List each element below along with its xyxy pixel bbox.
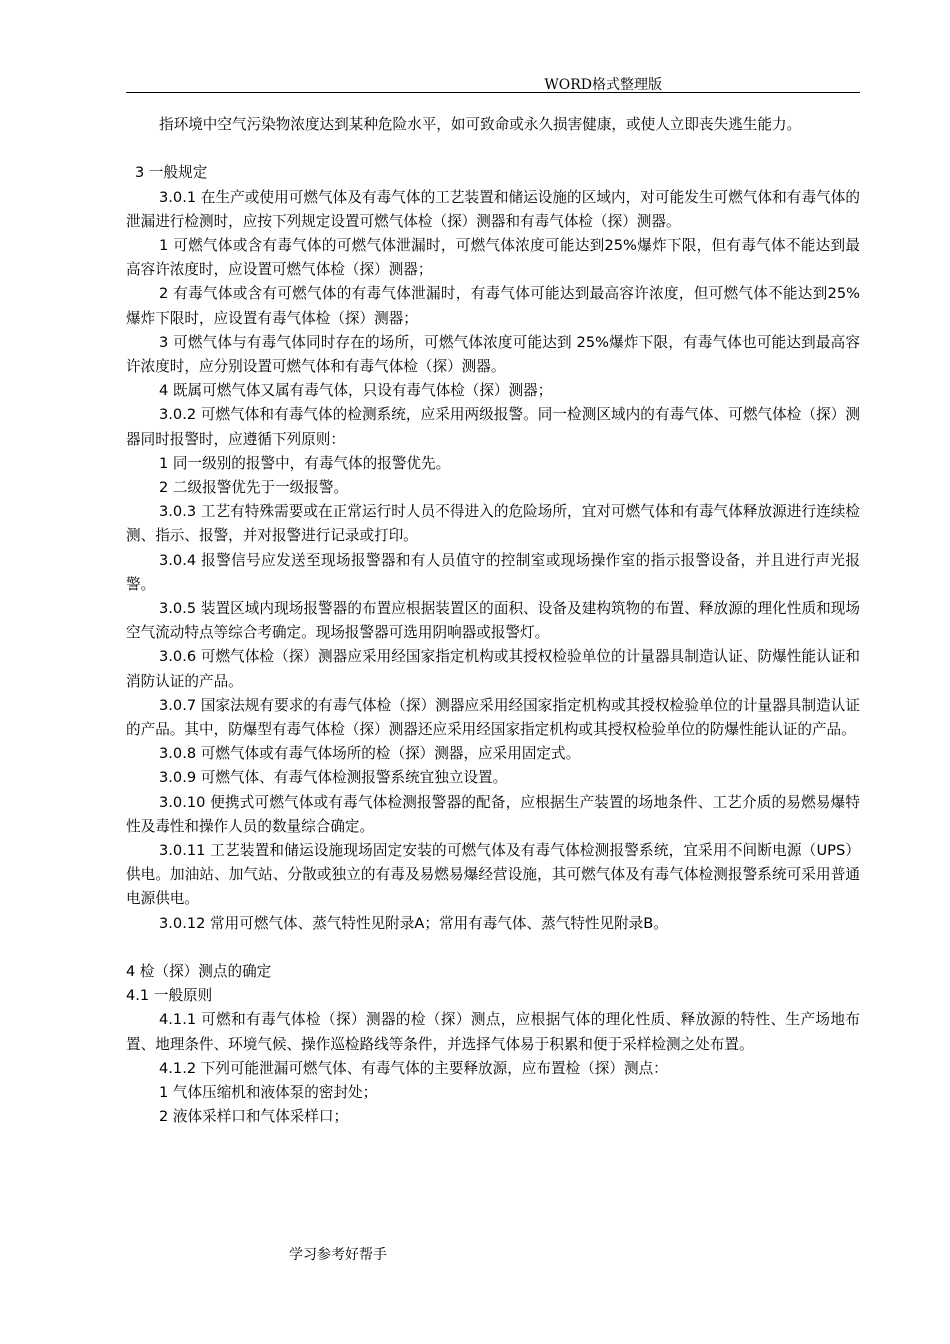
paragraph: 1 同一级别的报警中，有毒气体的报警优先。 (159, 454, 451, 472)
paragraph: 3.0.10 便携式可燃气体或有毒气体检测报警器的配备，应根据生产装置的场地条件、工艺介质的易燃易爆特性及毒性和操作人员的数量综合确定。 (126, 793, 860, 835)
paragraph: 2 有毒气体或含有可燃气体的有毒气体泄漏时，有毒气体可能达到最高容许浓度，但可燃气体不能达到25%爆炸下限时，应设置有毒气体检（探）测器； (126, 285, 860, 327)
intro-paragraph: 指环境中空气污染物浓度达到某种危险水平，如可致命或永久损害健康，或使人立即丧失逃生能力。 (159, 116, 802, 133)
section-4-1-heading: 4.1 一般原则 (126, 987, 213, 1005)
paragraph: 3.0.7 国家法规有要求的有毒气体检（探）测器应采用经国家指定机构或其授权检验单位的计量器具制造认证的产品。其中，防爆型有毒气体检（探）测器还应采用经国家指定机构或其授权检验单位的防爆性能认证的产品。 (126, 696, 860, 739)
paragraph: 3.0.6 可燃气体检（探）测器应采用经国家指定机构或其授权检验单位的计量器具制造认证、防爆性能认证和消防认证的产品。 (126, 648, 860, 690)
paragraph: 4 既属可燃气体又属有毒气体，只设有毒气体检（探）测器； (159, 382, 553, 400)
paragraph: 1 气体压缩机和液体泵的密封处； (159, 1084, 378, 1102)
paragraph: 3.0.5 装置区域内现场报警器的布置应根据装置区的面积、设备及建构筑物的布置、释放源的理化性质和现场空气流动特点等综合考确定。现场报警器可选用阴响器或报警灯。 (126, 600, 860, 642)
paragraph: 4.1.2 下列可能泄漏可燃气体、有毒气体的主要释放源，应布置检（探）测点： (159, 1059, 668, 1077)
paragraph: 2 二级报警优先于一级报警。 (159, 479, 349, 497)
header-divider (126, 92, 860, 93)
section-4-heading: 4 检（探）测点的确定 (126, 963, 272, 981)
document-body (126, 113, 860, 1130)
paragraph: 3.0.8 可燃气体或有毒气体场所的检（探）测器，应采用固定式。 (159, 745, 581, 763)
paragraph: 1 可燃气体或含有毒气体的可燃气体泄漏时，可燃气体浓度可能达到25%爆炸下限，但有毒气体不能达到最高容许浓度时，应设置可燃气体检（探）测器； (126, 237, 860, 279)
page-header-title: WORD格式整理版 (544, 77, 662, 93)
paragraph: 3.0.3 工艺有特殊需要或在正常运行时人员不得进入的危险场所，宜对可燃气体和有毒气体释放源进行连续检测、指示、报警，并对报警进行记录或打印。 (126, 503, 860, 545)
spacer (126, 936, 860, 960)
paragraph: 3.0.1 在生产或使用可燃气体及有毒气体的工艺装置和储运设施的区域内，对可能发生可燃气体和有毒气体的泄漏进行检测时，应按下列规定设置可燃气体检（探）测器和有毒气体检（探）测器。 (126, 188, 860, 230)
section-3-heading: 3 一般规定 (135, 164, 208, 182)
paragraph: 3.0.12 常用可燃气体、蒸气特性见附录A；常用有毒气体、蒸气特性见附录B。 (159, 914, 668, 932)
paragraph: 3 可燃气体与有毒气体同时存在的场所，可燃气体浓度可能达到 25%爆炸下限，有毒气体也可能达到最高容许浓度时，应分别设置可燃气体和有毒气体检（探）测器。 (126, 333, 860, 376)
paragraph: 2 液体采样口和气体采样口； (159, 1108, 349, 1126)
spacer (126, 137, 860, 161)
paragraph: 3.0.9 可燃气体、有毒气体检测报警系统宜独立设置。 (159, 769, 508, 787)
paragraph: 4.1.1 可燃和有毒气体检（探）测器的检（探）测点，应根据气体的理化性质、释放源的特性、生产场地布置、地理条件、环境气候、操作巡检路线等条件，并选择气体易于积累和便于采样检测之处布置。 (126, 1011, 860, 1053)
page-footer-text: 学习参考好帮手 (289, 1247, 387, 1263)
paragraph: 3.0.4 报警信号应发送至现场报警器和有人员值守的控制室或现场操作室的指示报警设备，并且进行声光报警。 (126, 551, 860, 593)
paragraph: 3.0.11 工艺装置和储运设施现场固定安装的可燃气体及有毒气体检测报警系统，宜采用不间断电源（UPS）供电。加油站、加气站、分散或独立的有毒及易燃易爆经营设施，其可燃气体及有毒气体检测报警系统可采用普通电源供电。 (126, 842, 860, 908)
paragraph: 3.0.2 可燃气体和有毒气体的检测系统，应采用两级报警。同一检测区域内的有毒气体、可燃气体检（探）测器同时报警时，应遵循下列原则： (126, 406, 860, 448)
